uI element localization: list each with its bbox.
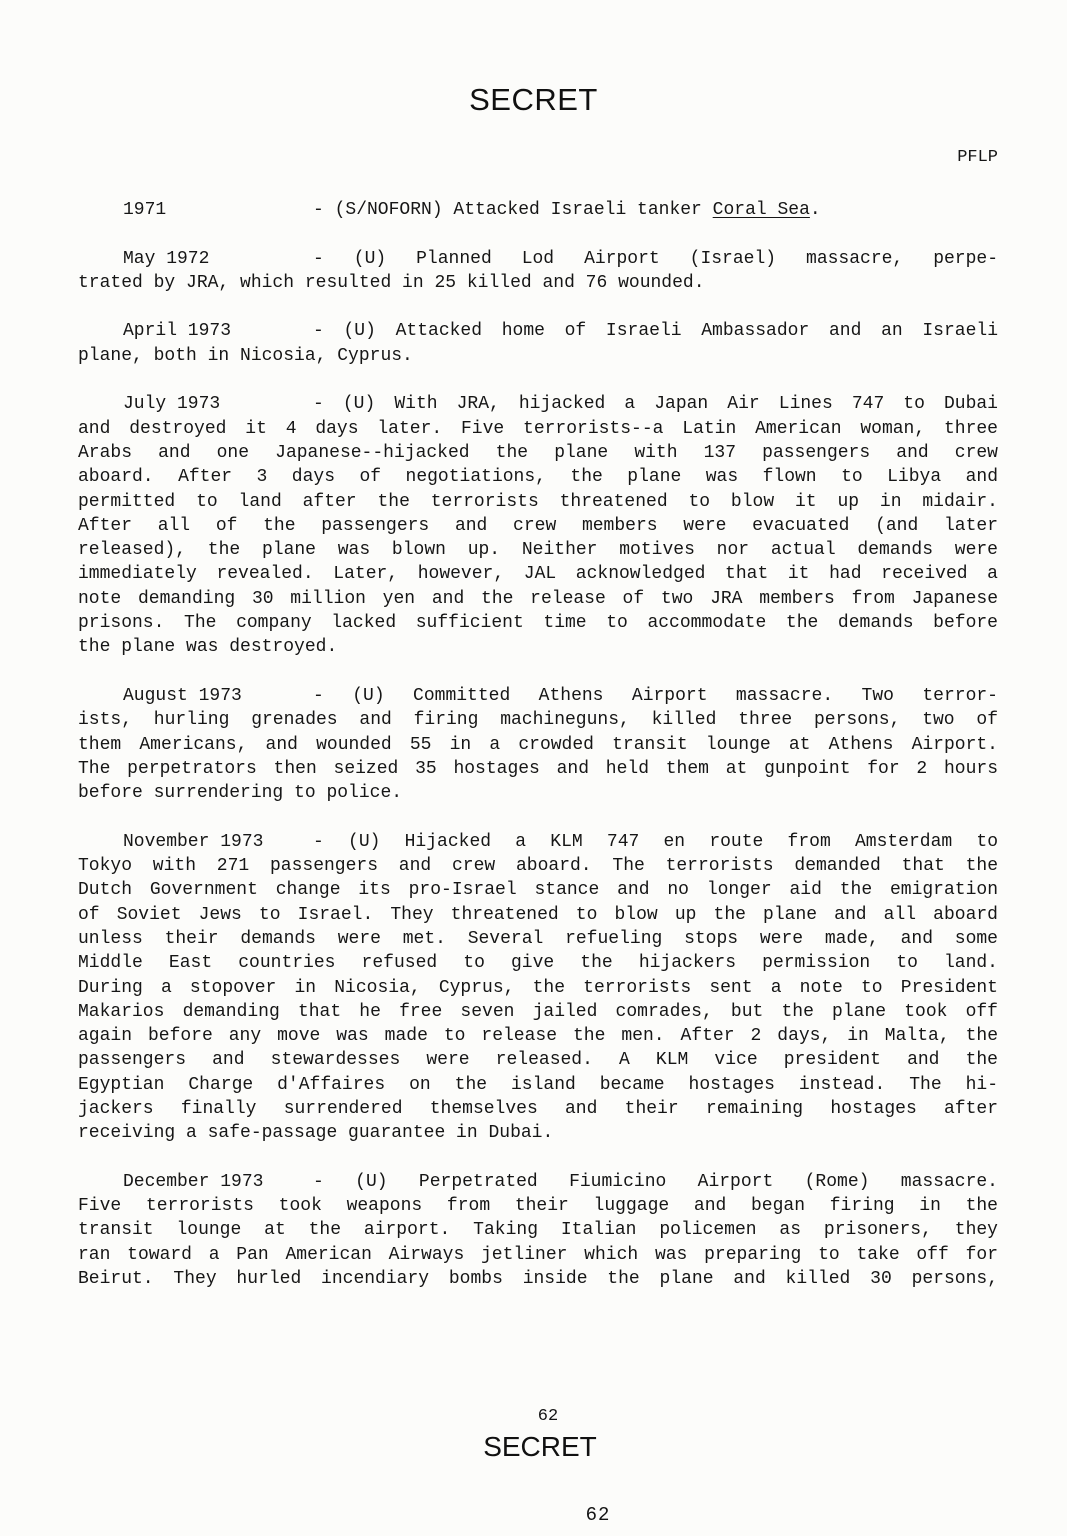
entry-lead [313,392,998,416]
entry-text-line: receiving a safe-passage guarantee in Dubai. [78,1123,554,1144]
chronology-entry [78,830,998,1146]
entry-text-line: Middle East countries refused to give the hijackers permission to land. [78,953,998,974]
entry-text-line: Five terrorists took weapons from their luggage and began firing in the [78,1196,998,1217]
entry-first-line [78,1170,998,1194]
classification-footer: SECRET [483,1431,597,1462]
entry-text-line: them Americans, and wounded 55 in a crowded transit lounge at Athens Airport. [78,734,998,755]
entry-text-line: released), the plane was blown up. Neither motives nor actual demands were [78,540,998,561]
chronology-entry [78,392,998,659]
entry-text-line: note demanding 30 million yen and the release of two JRA members from Japanese [78,588,998,609]
entry-lead-text: - (U) Perpetrated Fiumicino Airport (Rome) massacre. [313,1171,998,1192]
chronology-entry [78,319,998,368]
entry-lead [313,684,998,708]
entry-text-line: The perpetrators then seized 35 hostages and held them at gunpoint for 2 hours [78,758,998,779]
entry-date: May 1972 [123,248,210,269]
chronology-entry [78,1170,998,1291]
entry-text-line: During a stopover in Nicosia, Cyprus, the terrorists sent a note to President [78,977,998,998]
entry-text-line: Makarios demanding that he free seven jailed comrades, but the plane took off [78,1001,998,1022]
entry-lead-text: - (U) Hijacked a KLM 747 en route from Amsterdam to [313,831,998,852]
entry-text-line: immediately revealed. Later, however, JAL acknowledged that it had received a [78,564,998,585]
entry-lead-text: - (S/NOFORN) Attacked Israeli tanker [313,200,713,220]
entry-date: November 1973 [123,831,264,852]
entry-lead [313,1170,998,1194]
entry-date: July 1973 [123,394,221,415]
entry-lead-text: - (U) With JRA, hijacked a Japan Air Lines 747 to Dubai [313,394,998,415]
entry-date: April 1973 [123,321,232,342]
entry-lead [313,247,998,271]
entry-text-line: Beirut. They hurled incendiary bombs inside the plane and killed 30 persons, [78,1269,998,1290]
page-number: 62 [537,1407,559,1426]
entry-lead-tail: . [809,200,821,220]
entry-text-line: jackers finally surrendered themselves and their remaining hostages after [78,1098,998,1119]
entry-text-line: Tokyo with 271 passengers and crew aboard. The terrorists demanded that the [78,856,998,877]
chronology-entry [78,247,998,296]
entry-lead [313,198,998,222]
entry-text-line: aboard. After 3 days of negotiations, the plane was flown to Libya and [78,467,998,488]
entry-lead [313,319,998,343]
section-label: PFLP [957,148,998,167]
chronology-entry [78,684,998,805]
entry-first-line [78,684,998,708]
entry-lead-text: - (U) Planned Lod Airport (Israel) massacre, perpe- [313,248,998,269]
entry-lead-text: - (U) Attacked home of Israeli Ambassador and an Israeli [313,321,998,342]
entry-text-line: Arabs and one Japanese--hijacked the plane with 137 passengers and crew [78,442,998,463]
entry-first-line [78,198,998,222]
entry-lead-underlined: Coral Sea [712,200,810,220]
classification-header: SECRET [469,82,598,117]
entry-text-line: and destroyed it 4 days later. Five terrorists--a Latin American woman, three [78,418,998,439]
entry-text-line: After all of the passengers and crew members were evacuated (and later [78,515,998,536]
entry-text-line: Egyptian Charge d'Affaires on the island became hostages instead. The hi- [78,1074,998,1095]
chronology-entry [78,198,998,222]
entry-text-line: ists, hurling grenades and firing machineguns, killed three persons, two of [78,710,998,731]
entry-first-line [78,247,998,271]
entry-text-line: unless their demands were met. Several refueling stops were made, and some [78,928,998,949]
entry-first-line [78,830,998,854]
entry-text-line: again before any move was made to release the men. After 2 days, in Malta, the [78,1026,998,1047]
entry-text-line: ran toward a Pan American Airways jetliner which was preparing to take off for [78,1244,998,1265]
entry-text-line: trated by JRA, which resulted in 25 killed and 76 wounded. [78,272,705,293]
entry-date: August 1973 [123,685,242,706]
entry-text-line: Dutch Government change its pro-Israel stance and no longer aid the emigration [78,880,998,901]
entry-text-line: plane, both in Nicosia, Cyprus. [78,345,413,366]
entry-first-line [78,392,998,416]
entry-text-line: before surrendering to police. [78,783,403,804]
entry-text-line: the plane was destroyed. [78,637,338,658]
entry-first-line [78,319,998,343]
entry-text-line: passengers and stewardesses were released. A KLM vice president and the [78,1050,998,1071]
chronology-body [78,198,998,1316]
entry-text-line: permitted to land after the terrorists threatened to blow it up in midair. [78,491,998,512]
entry-text-line: of Soviet Jews to Israel. They threatened to blow up the plane and all aboard [78,904,998,925]
entry-lead [313,830,998,854]
entry-date: December 1973 [123,1171,264,1192]
entry-text-line: prisons. The company lacked sufficient time to accommodate the demands before [78,613,998,634]
folio-number: 62 [585,1504,611,1526]
entry-text-line: transit lounge at the airport. Taking Italian policemen as prisoners, they [78,1220,998,1241]
entry-lead-text: - (U) Committed Athens Airport massacre. Two terror- [313,685,998,706]
entry-date: 1971 [123,200,167,220]
